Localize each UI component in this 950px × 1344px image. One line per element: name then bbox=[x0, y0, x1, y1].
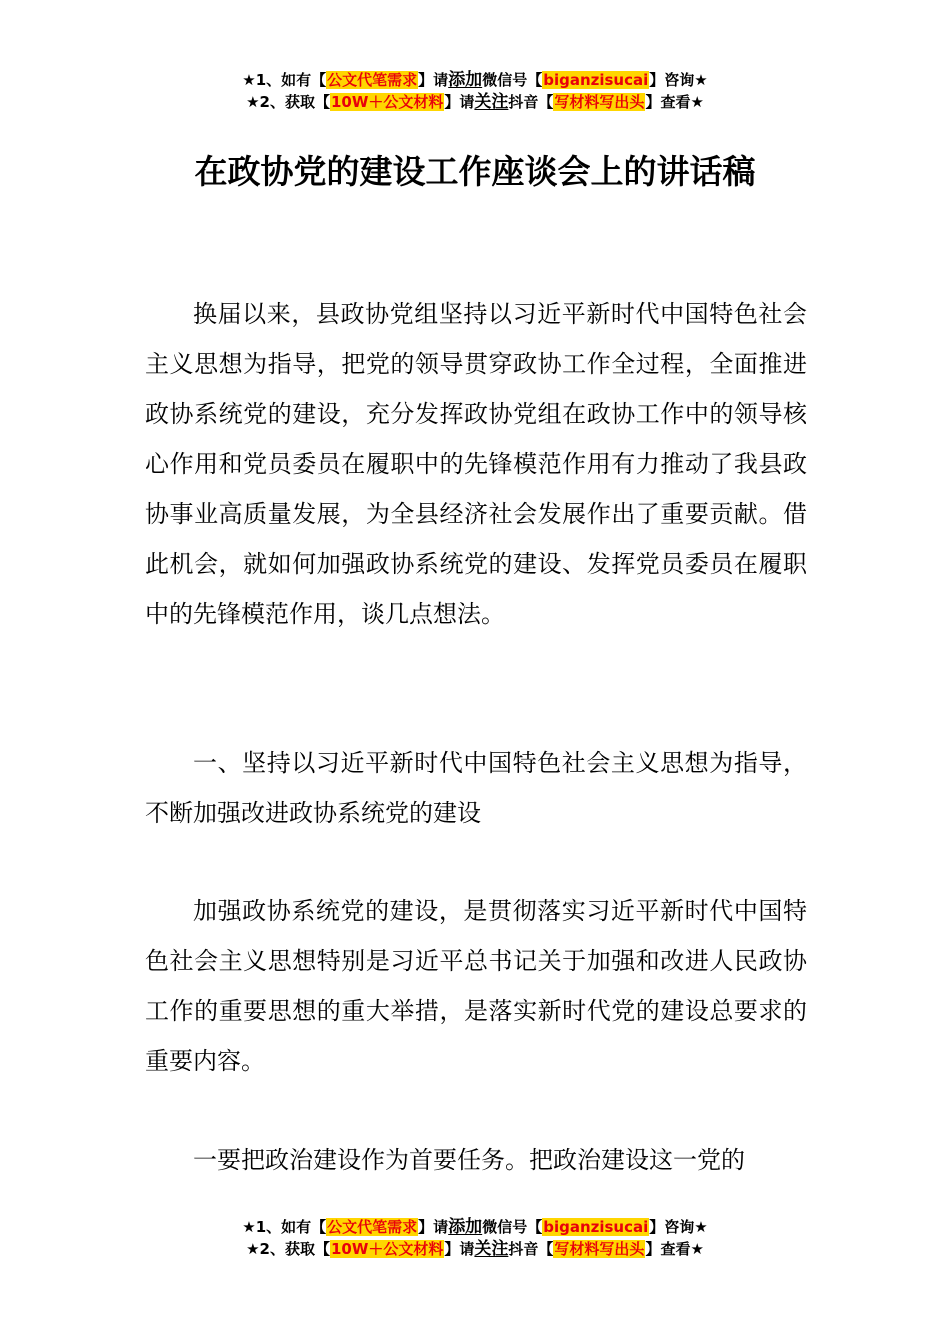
star-icon: ★ bbox=[694, 1218, 708, 1236]
promo-line-2: ★2、获取【10W＋公文材料】请关注抖音【写材料写出头】查看★ bbox=[246, 1239, 704, 1259]
star-icon: ★ bbox=[242, 71, 256, 89]
promo-highlight-service: 公文代笔需求 bbox=[327, 71, 418, 89]
document-title: 在政协党的建设工作座谈会上的讲话稿 bbox=[194, 152, 756, 191]
promo-line-1: ★1、如有【公文代笔需求】请添加微信号【biganzisucai】咨询★ bbox=[242, 70, 708, 90]
promo-highlight-douyin: 写材料写出头 bbox=[554, 93, 645, 111]
star-icon: ★ bbox=[242, 1218, 256, 1236]
star-icon: ★ bbox=[690, 1240, 704, 1258]
body-paragraph-intro: 换届以来，县政协党组坚持以习近平新时代中国特色社会主义思想为指导，把党的领导贯穿政协工作全过程，全面推进政协系统党的建设，充分发挥政协党组在政协工作中的领导核心作用和党员委员在履职中的先锋模范作用有力推动了我县政协事业高质量发展，为全县经济社会发展作出了重要贡献。借此机会，就如何加强政协系统党的建设、发挥党员委员在履职中的先锋模范作用，谈几点想法。 bbox=[145, 300, 807, 628]
promo-highlight-materials: 10W＋公文材料 bbox=[330, 93, 444, 111]
promo-banner-top bbox=[0, 69, 950, 113]
promo-highlight-service: 公文代笔需求 bbox=[327, 1218, 418, 1236]
promo-highlight-materials: 10W＋公文材料 bbox=[330, 1240, 444, 1258]
star-icon: ★ bbox=[246, 1240, 260, 1258]
star-icon: ★ bbox=[690, 93, 704, 111]
promo-banner-bottom bbox=[0, 1216, 950, 1260]
promo-line-1: ★1、如有【公文代笔需求】请添加微信号【biganzisucai】咨询★ bbox=[242, 1217, 708, 1237]
star-icon: ★ bbox=[246, 93, 260, 111]
star-icon: ★ bbox=[694, 71, 708, 89]
promo-highlight-douyin: 写材料写出头 bbox=[554, 1240, 645, 1258]
promo-line-2: ★2、获取【10W＋公文材料】请关注抖音【写材料写出头】查看★ bbox=[246, 92, 704, 112]
body-paragraph-3: 一要把政治建设作为首要任务。把政治建设这一党的 bbox=[193, 1146, 745, 1174]
body-paragraph-2: 加强政协系统党的建设，是贯彻落实习近平新时代中国特色社会主义思想特别是习近平总书记关于加强和改进人民政协工作的重要思想的重大举措，是落实新时代党的建设总要求的重要内容。 bbox=[145, 897, 807, 1075]
promo-highlight-wechat-id: biganzisucai bbox=[543, 1218, 649, 1236]
promo-highlight-wechat-id: biganzisucai bbox=[543, 71, 649, 89]
section-heading-1: 一、坚持以习近平新时代中国特色社会主义思想为指导，不断加强改进政协系统党的建设 bbox=[145, 749, 807, 827]
